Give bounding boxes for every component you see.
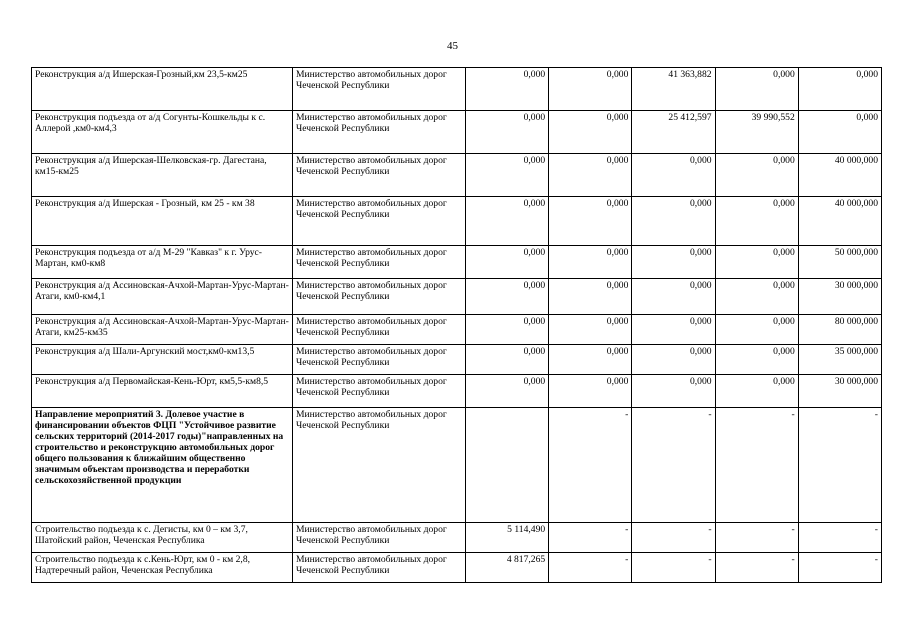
- table-row: [32, 315, 882, 345]
- value-cell: 0,000: [466, 197, 549, 246]
- table-row: [32, 553, 882, 583]
- budget-table: [31, 67, 882, 583]
- executor: Министерство автомобильных дорог Чеченской Республики: [293, 315, 466, 345]
- value-cell: 40 000,000: [798, 197, 881, 246]
- value-cell: 0,000: [466, 68, 549, 111]
- value-cell: 0,000: [715, 315, 798, 345]
- object-name: Реконструкция а/д Ассиновская-Ачхой-Мартан-Урус-Мартан-Атаги, км25-км35: [32, 315, 293, 345]
- table-row: [32, 408, 882, 523]
- executor: Министерство автомобильных дорог Чеченской Республики: [293, 111, 466, 154]
- value-cell: -: [632, 523, 715, 553]
- object-name: Реконструкция а/д Ишерская - Грозный, км 25 - км 38: [32, 197, 293, 246]
- table-row: [32, 111, 882, 154]
- value-cell: -: [632, 408, 715, 523]
- table-row: [32, 523, 882, 553]
- object-name: Реконструкция подъезда от а/д М-29 "Кавказ" к г. Урус-Мартан, км0-км8: [32, 246, 293, 279]
- value-cell: 0,000: [466, 154, 549, 197]
- value-cell: 4 817,265: [466, 553, 549, 583]
- value-cell: -: [632, 553, 715, 583]
- value-cell: 5 114,490: [466, 523, 549, 553]
- executor: Министерство автомобильных дорог Чеченской Республики: [293, 375, 466, 408]
- value-cell: -: [798, 523, 881, 553]
- value-cell: 0,000: [549, 111, 632, 154]
- object-name: Реконструкция а/д Ассиновская-Ачхой-Мартан-Урус-Мартан-Атаги, км0-км4,1: [32, 279, 293, 315]
- value-cell: 0,000: [466, 246, 549, 279]
- value-cell: 0,000: [715, 375, 798, 408]
- value-cell: -: [715, 553, 798, 583]
- object-name: Реконструкция подъезда от а/д Согунты-Кошкельды к с. Аллерой ,км0-км4,3: [32, 111, 293, 154]
- object-name: Реконструкция а/д Ишерская-Грозный,км 23,5-км25: [32, 68, 293, 111]
- value-cell: 0,000: [549, 315, 632, 345]
- value-cell: 0,000: [549, 68, 632, 111]
- value-cell: 0,000: [466, 345, 549, 375]
- value-cell: 0,000: [466, 111, 549, 154]
- value-cell: 0,000: [715, 345, 798, 375]
- value-cell: 0,000: [715, 68, 798, 111]
- executor: Министерство автомобильных дорог Чеченской Республики: [293, 408, 466, 523]
- executor: Министерство автомобильных дорог Чеченской Республики: [293, 246, 466, 279]
- value-cell: 0,000: [549, 279, 632, 315]
- value-cell: 0,000: [715, 154, 798, 197]
- value-cell: 0,000: [466, 279, 549, 315]
- executor: Министерство автомобильных дорог Чеченской Республики: [293, 345, 466, 375]
- executor: Министерство автомобильных дорог Чеченской Республики: [293, 279, 466, 315]
- value-cell: 0,000: [632, 197, 715, 246]
- value-cell: 30 000,000: [798, 375, 881, 408]
- table-row: [32, 345, 882, 375]
- object-name: Реконструкция а/д Шали-Аргунский мост,км0-км13,5: [32, 345, 293, 375]
- executor: Министерство автомобильных дорог Чеченской Республики: [293, 197, 466, 246]
- value-cell: 0,000: [549, 154, 632, 197]
- table-row: [32, 279, 882, 315]
- value-cell: -: [798, 553, 881, 583]
- value-cell: 0,000: [632, 154, 715, 197]
- value-cell: 0,000: [715, 279, 798, 315]
- value-cell: 25 412,597: [632, 111, 715, 154]
- value-cell: -: [549, 408, 632, 523]
- object-name: Строительство подъезда к с. Дегисты, км 0 – км 3,7, Шатойский район, Чеченская Республика: [32, 523, 293, 553]
- object-name: Реконструкция а/д Первомайская-Кень-Юрт, км5,5-км8,5: [32, 375, 293, 408]
- value-cell: 80 000,000: [798, 315, 881, 345]
- executor: Министерство автомобильных дорог Чеченской Республики: [293, 523, 466, 553]
- value-cell: -: [798, 408, 881, 523]
- value-cell: 30 000,000: [798, 279, 881, 315]
- value-cell: 39 990,552: [715, 111, 798, 154]
- value-cell: 0,000: [632, 315, 715, 345]
- table-row: [32, 154, 882, 197]
- executor: Министерство автомобильных дорог Чеченской Республики: [293, 553, 466, 583]
- value-cell: -: [715, 523, 798, 553]
- value-cell: -: [715, 408, 798, 523]
- value-cell: 0,000: [632, 279, 715, 315]
- object-name: Строительство подъезда к с.Кень-Юрт, км 0 - км 2,8, Надтеречный район, Чеченская Республика: [32, 553, 293, 583]
- value-cell: 0,000: [632, 375, 715, 408]
- value-cell: 0,000: [632, 246, 715, 279]
- value-cell: 0,000: [798, 111, 881, 154]
- executor: Министерство автомобильных дорог Чеченской Республики: [293, 68, 466, 111]
- value-cell: 0,000: [632, 345, 715, 375]
- table-row: [32, 375, 882, 408]
- value-cell: -: [549, 523, 632, 553]
- value-cell: [466, 408, 549, 523]
- table-body: [32, 68, 882, 583]
- value-cell: 35 000,000: [798, 345, 881, 375]
- table-row: [32, 68, 882, 111]
- value-cell: 0,000: [549, 197, 632, 246]
- table-row: [32, 197, 882, 246]
- value-cell: 50 000,000: [798, 246, 881, 279]
- value-cell: 0,000: [549, 246, 632, 279]
- value-cell: 41 363,882: [632, 68, 715, 111]
- table-row: [32, 246, 882, 279]
- value-cell: 0,000: [798, 68, 881, 111]
- value-cell: 0,000: [549, 375, 632, 408]
- value-cell: 0,000: [466, 315, 549, 345]
- section-heading: Направление мероприятий 3. Долевое участие в финансировании объектов ФЦП "Устойчивое развитие сельских территорий (2014-2017 годы)"направленных на строительство и реконструкцию автомобильных дорог общего пользования к ближайшим общественно значимым объектам производства и переработки сельскохозяйственной продукции: [32, 408, 293, 523]
- value-cell: 0,000: [715, 197, 798, 246]
- value-cell: -: [549, 553, 632, 583]
- executor: Министерство автомобильных дорог Чеченской Республики: [293, 154, 466, 197]
- object-name: Реконструкция а/д Ишерская-Шелковская-гр. Дагестана, км15-км25: [32, 154, 293, 197]
- value-cell: 0,000: [549, 345, 632, 375]
- value-cell: 0,000: [466, 375, 549, 408]
- value-cell: 40 000,000: [798, 154, 881, 197]
- value-cell: 0,000: [715, 246, 798, 279]
- page-number: 45: [447, 40, 458, 52]
